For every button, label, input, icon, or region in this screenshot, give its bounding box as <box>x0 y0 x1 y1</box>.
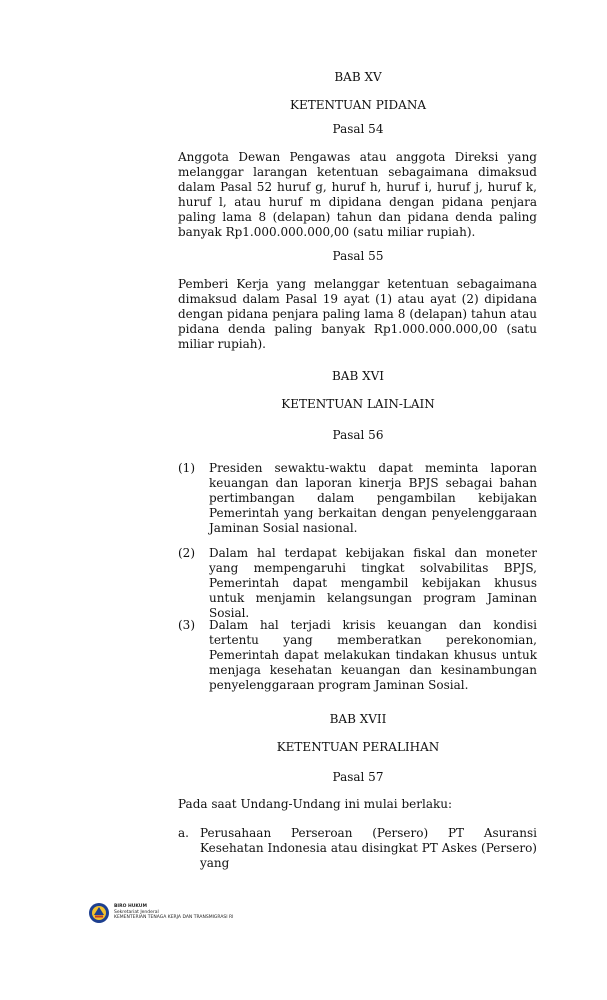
footer-line-3: KEMENTERIAN TENAGA KERJA DAN TRANSMIGRASI RI <box>114 915 234 920</box>
chapter-heading-xv: BAB XV <box>334 70 382 84</box>
item-number: (2) <box>178 546 195 560</box>
item-text: Dalam hal terjadi krisis keuangan dan kondisi tertentu yang memberatkan perekonomian, Pemerintah dapat melakukan tindakan khusus untuk menjaga kesehatan keuangan dan kesinambungan penyelenggaraan program Jaminan Sosial. <box>209 618 537 692</box>
footer-stamp <box>88 901 288 925</box>
footer-line-2: Sekretariat Jenderal <box>114 909 159 915</box>
footer-text <box>114 904 233 921</box>
article-54-text: Anggota Dewan Pengawas atau anggota Direksi yang melanggar larangan ketentuan sebagaimana dimaksud dalam Pasal 52 huruf g, huruf h, huruf i, huruf j, huruf k, huruf l, atau huruf m dipidana dengan pidana penjara paling lama 8 (delapan) tahun dan pidana denda paling banyak Rp1.000.000.000,00 (satu miliar rupiah). <box>178 150 537 239</box>
chapter-title-ketentuan-peralihan: KETENTUAN PERALIHAN <box>276 740 440 754</box>
footer-line-1: BIRO HUKUM <box>114 904 147 909</box>
article-55-text: Pemberi Kerja yang melanggar ketentuan sebagaimana dimaksud dalam Pasal 19 ayat (1) atau ayat (2) dipidana dengan pidana penjara paling lama 8 (delapan) tahun atau pidana denda paling banyak Rp1.000.000.000,00 (satu miliar rupiah). <box>178 277 537 351</box>
chapter-heading-xvi: BAB XVI <box>331 369 385 383</box>
chapter-title-ketentuan-pidana: KETENTUAN PIDANA <box>290 98 426 112</box>
item-text: Perusahaan Perseroan (Persero) PT Asuransi Kesehatan Indonesia atau disingkat PT Askes (Persero) yang <box>200 826 537 870</box>
item-text: Dalam hal terdapat kebijakan fiskal dan moneter yang mempengaruhi tingkat solvabilitas BPJS, Pemerintah dapat mengambil kebijakan khusus untuk menjamin kelangsungan program Jaminan Sosial. <box>209 546 537 620</box>
list-item <box>178 826 537 871</box>
item-text: Presiden sewaktu-waktu dapat meminta laporan keuangan dan laporan kinerja BPJS sebagai bahan pertimbangan dalam pengambilan kebijakan Pemerintah yang berkaitan dengan penyelenggaraan Jaminan Sosial nasional. <box>209 461 537 535</box>
item-number: a. <box>178 826 189 840</box>
item-number: (3) <box>178 618 195 632</box>
ministry-logo-icon <box>88 902 110 924</box>
article-heading-54: Pasal 54 <box>332 122 384 136</box>
list-item <box>178 546 537 621</box>
item-number: (1) <box>178 461 195 475</box>
article-heading-56: Pasal 56 <box>332 428 384 442</box>
chapter-title-ketentuan-lain-lain: KETENTUAN LAIN-LAIN <box>281 397 435 411</box>
list-item <box>178 461 537 536</box>
article-57-intro: Pada saat Undang-Undang ini mulai berlaku: <box>178 797 453 811</box>
article-heading-57: Pasal 57 <box>332 770 384 784</box>
list-item <box>178 618 537 693</box>
article-heading-55: Pasal 55 <box>332 249 384 263</box>
chapter-heading-xvii: BAB XVII <box>329 712 387 726</box>
